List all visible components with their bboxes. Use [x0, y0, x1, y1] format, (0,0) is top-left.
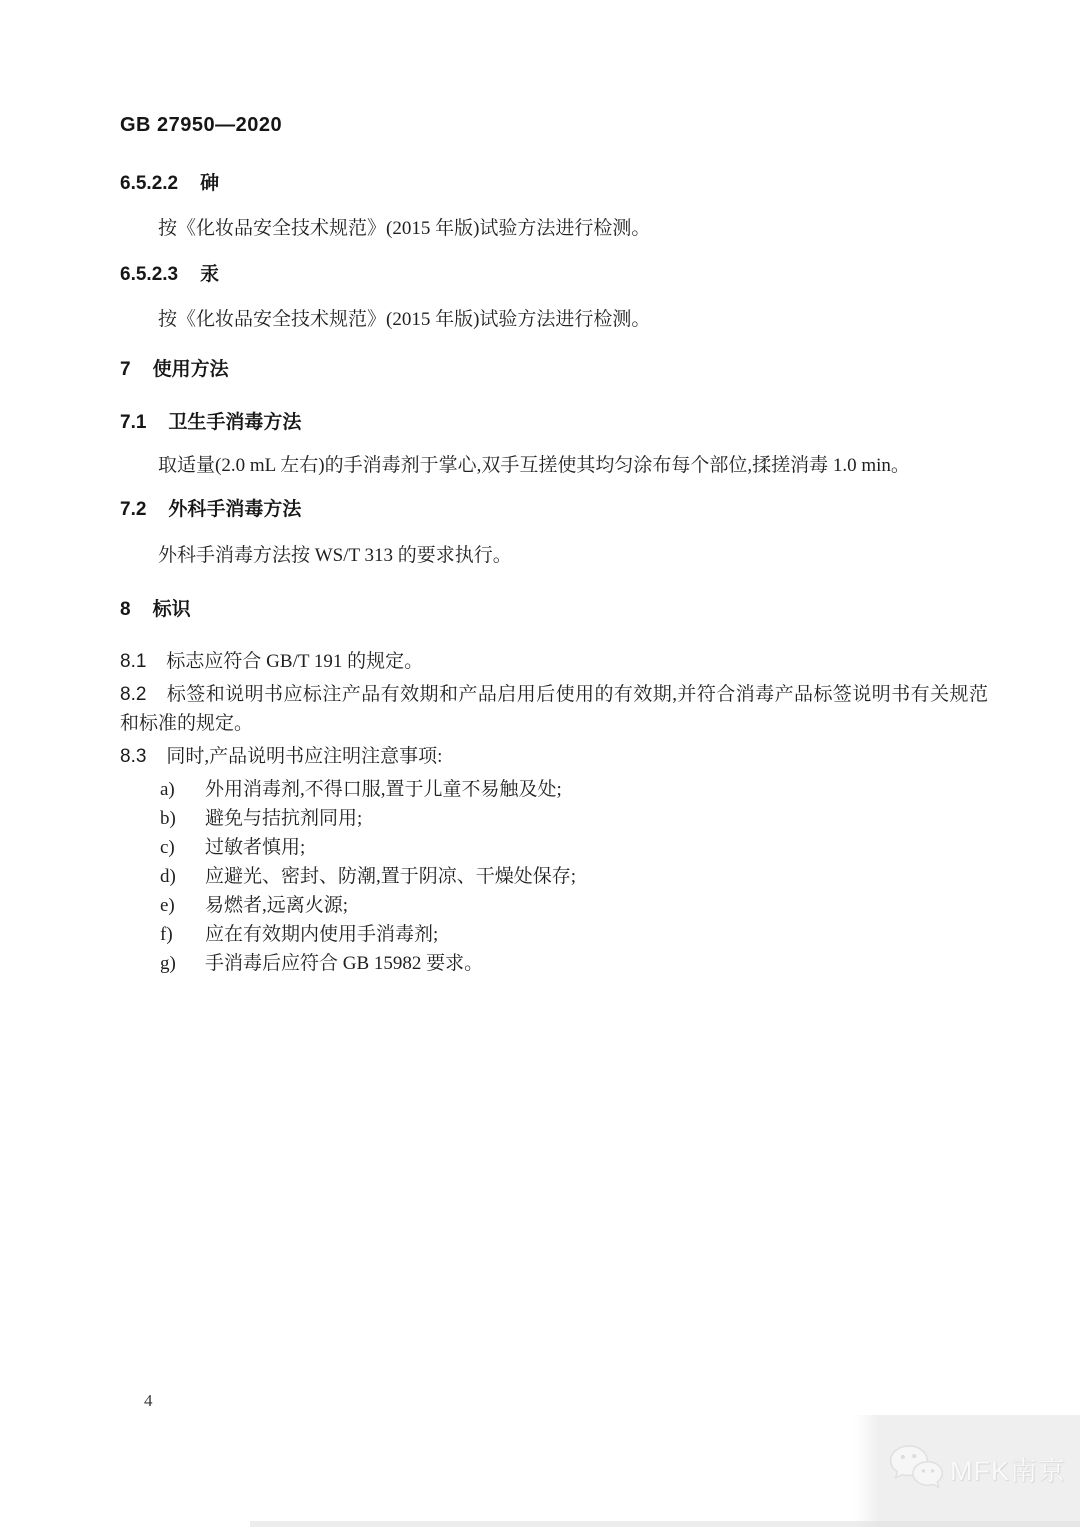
clause-text: 同时,产品说明书应注明注意事项:: [166, 746, 443, 767]
list-item: [160, 920, 988, 949]
list-item: [160, 804, 988, 833]
standard-number-header: GB 27950—2020: [120, 114, 283, 136]
heading-7-2: [120, 495, 988, 524]
paragraph-hygienic-hand-method: 取适量(2.0 mL 左右)的手消毒剂于掌心,双手互搓使其均匀涂布每个部位,揉搓消毒 1.0 min。: [158, 455, 910, 476]
heading-title: 使用方法: [152, 359, 229, 380]
list-item-label: d): [160, 866, 176, 887]
clause-number: 8.1: [120, 651, 147, 672]
page-bottom-edge: [250, 1521, 1080, 1527]
wechat-icon: [888, 1443, 944, 1500]
heading-6-5-2-3: [120, 260, 988, 289]
watermark-text: MFK南京: [950, 1455, 1066, 1486]
heading-7-1: [120, 408, 988, 437]
list-item: [160, 775, 988, 804]
page-number: 4: [144, 1391, 153, 1410]
list-item-label: f): [160, 924, 173, 945]
list-item: [160, 862, 988, 891]
clause-text: 标签和说明书应标注产品有效期和产品启用后使用的有效期,并符合消毒产品标签说明书有关规范和标准的规定。: [120, 684, 988, 734]
heading-title: 标识: [152, 599, 191, 620]
list-item-text: 过敏者慎用;: [205, 837, 306, 858]
heading-number: 6.5.2.2: [120, 173, 179, 194]
list-item-text: 易燃者,远离火源;: [205, 895, 349, 916]
heading-title: 卫生手消毒方法: [168, 412, 302, 433]
heading-6-5-2-2: [120, 169, 988, 198]
heading-number: 7.1: [120, 412, 147, 433]
clause-text: 标志应符合 GB/T 191 的规定。: [166, 651, 424, 672]
heading-number: 7: [120, 359, 131, 380]
paragraph-surgical-hand-method: 外科手消毒方法按 WS/T 313 的要求执行。: [158, 545, 512, 566]
list-item-label: e): [160, 895, 175, 916]
heading-number: 8: [120, 599, 131, 620]
paragraph-mercury-test: 按《化妆品安全技术规范》(2015 年版)试验方法进行检测。: [158, 309, 651, 330]
list-item-label: g): [160, 953, 176, 974]
clause-8-2: [120, 680, 988, 738]
list-item-label: b): [160, 808, 176, 829]
clause-8-1: [120, 647, 988, 676]
clause-number: 8.3: [120, 746, 147, 767]
precaution-list: [120, 775, 988, 978]
clause-number: 8.2: [120, 684, 147, 705]
heading-number: 6.5.2.3: [120, 264, 179, 285]
list-item: [160, 833, 988, 862]
list-item: [160, 891, 988, 920]
heading-title: 外科手消毒方法: [168, 499, 302, 520]
heading-7: [120, 355, 988, 384]
list-item-text: 避免与拮抗剂同用;: [205, 808, 363, 829]
list-item-label: a): [160, 779, 175, 800]
list-item-text: 应避光、密封、防潮,置于阴凉、干燥处保存;: [205, 866, 577, 887]
watermark: [854, 1415, 1080, 1527]
heading-number: 7.2: [120, 499, 147, 520]
list-item: [160, 949, 988, 978]
heading-title: 砷: [200, 173, 220, 194]
list-item-label: c): [160, 837, 175, 858]
list-item-text: 外用消毒剂,不得口服,置于儿童不易触及处;: [205, 779, 562, 800]
list-item-text: 手消毒后应符合 GB 15982 要求。: [205, 953, 484, 974]
clause-8-3: [120, 742, 988, 771]
list-item-text: 应在有效期内使用手消毒剂;: [205, 924, 439, 945]
paragraph-arsenic-test: 按《化妆品安全技术规范》(2015 年版)试验方法进行检测。: [158, 218, 651, 239]
heading-title: 汞: [200, 264, 220, 285]
heading-8: [120, 595, 988, 624]
